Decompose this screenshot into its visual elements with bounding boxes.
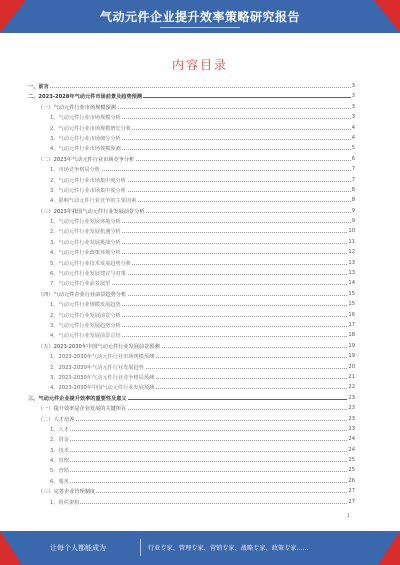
toc-entry-page: 11 [348, 238, 355, 245]
toc-entry-text: 3、技术 [50, 447, 69, 454]
toc-entry-page: 27 [348, 488, 355, 495]
toc-entry-page: 3 [351, 93, 355, 100]
toc-entry[interactable] [28, 415, 355, 425]
toc-entry[interactable] [28, 331, 355, 341]
toc-entry-page: 9 [351, 218, 355, 225]
toc-entry-text: （四）气动元件企业行业前景趋势分析 [38, 291, 127, 298]
toc-entry-page: 14 [348, 280, 355, 287]
toc-entry-text: 4、影响气动元件行业竞争的主要因素 [50, 198, 137, 205]
toc-entry[interactable] [28, 113, 355, 123]
toc-entry-text: （一）气动元件行业市场规模预测 [38, 104, 116, 111]
toc-entry-page: 7 [351, 176, 355, 183]
footer-slogan: 让每个人都能成为 [50, 544, 106, 552]
toc-leader [50, 440, 351, 441]
toc-entry-page: 4 [351, 134, 355, 141]
toc-entry[interactable] [28, 176, 355, 186]
toc-entry-text: 3、气动元件行业市场集中度分析 [50, 187, 126, 194]
toc-entry-page: 3 [351, 83, 355, 89]
toc-entry-page: 23 [348, 425, 355, 432]
report-title: 气动元件企业提升效率策略研究报告 [99, 10, 300, 24]
toc-entry-page: 18 [348, 332, 355, 339]
toc-entry[interactable] [28, 487, 355, 497]
toc-leader [50, 461, 351, 462]
toc-entry-page: 10 [348, 228, 355, 235]
toc-entry-page: 3 [351, 114, 355, 121]
toc-entry-text: 1、组织架构 [50, 499, 80, 506]
toc-entry[interactable] [28, 227, 355, 237]
page-number: 1 [346, 513, 350, 519]
toc-entry[interactable] [28, 498, 355, 508]
toc-entry-page: 21 [348, 373, 355, 380]
toc-entry[interactable] [28, 383, 355, 393]
toc-entry[interactable] [28, 466, 355, 476]
toc-leader [50, 451, 351, 452]
toc-entry[interactable] [28, 259, 355, 269]
toc-entry[interactable] [28, 196, 355, 206]
toc-entry[interactable] [28, 124, 355, 134]
toc-entry-text: 6、气动元件行业发展建议与对策 [50, 271, 126, 278]
toc-entry[interactable] [28, 425, 355, 435]
toc-entry-page: 6 [351, 155, 355, 162]
toc-entry-page: 9 [351, 207, 355, 214]
toc-entry-text: 5、营销 [50, 468, 69, 475]
toc-entry-text: 2、气动元件行业发展机遇分析 [50, 229, 121, 236]
toc-entry[interactable] [28, 103, 355, 113]
toc-entry-text: （五）2023-2030年中国气动元件行业发展前景预测 [38, 343, 160, 350]
toc-entry-text: 6、服务 [50, 478, 69, 485]
toc-entry[interactable] [28, 217, 355, 227]
toc-entry-page: 15 [348, 290, 355, 297]
toc-leader [50, 430, 351, 431]
toc-entry-text: 1、人才 [50, 426, 69, 433]
toc-entry-text: 4、气动元件行业市场规模预测 [50, 146, 121, 153]
toc-entry[interactable] [28, 311, 355, 321]
toc-entry[interactable] [28, 186, 355, 196]
toc-entry-page: 13 [348, 270, 355, 277]
toc-entry-text: 2、气动元件行业发展前景分析 [50, 312, 121, 319]
toc-entry-page: 24 [348, 446, 355, 453]
toc-entry[interactable] [28, 248, 355, 258]
footer-divider [140, 539, 141, 556]
toc-entry-page: 27 [348, 498, 355, 505]
toc-entry-page: 16 [348, 311, 355, 318]
toc-entry[interactable] [28, 144, 355, 154]
toc-entry-text: 3、气动元件行业市场细分分析 [50, 135, 121, 142]
toc-entry-page: 26 [348, 477, 355, 484]
toc-entry[interactable] [28, 155, 355, 165]
toc-entry-page: 23 [348, 394, 355, 401]
toc-entry-text: （三）完善企业管理制度 [38, 489, 96, 496]
toc-entry[interactable] [28, 165, 355, 175]
toc-entry-text: 1、气动元件行业规模发展趋势 [50, 302, 121, 309]
toc-entry[interactable] [28, 404, 355, 414]
toc-leader [50, 471, 351, 472]
toc-entry-page: 3 [351, 103, 355, 110]
toc-entry[interactable] [28, 373, 355, 383]
toc-entry-text: （三）2023年我国气动元件行业发展前景分析 [38, 208, 145, 215]
toc-leader [50, 482, 351, 483]
toc-entry-text: 2、资金 [50, 437, 69, 444]
page-footer [0, 531, 400, 565]
toc-entry-text: 5、气动元件行业技术发展趋势分析 [50, 260, 132, 267]
toc-entry[interactable] [28, 290, 355, 300]
toc-entry-page: 25 [348, 467, 355, 474]
toc-entry-text: 二、2023-2028年气动元件市场前景及趋势预测 [28, 94, 143, 101]
toc-entry-text: 2、气动元件行业市场规模增长分析 [50, 125, 132, 132]
toc-entry-page: 7 [351, 166, 355, 173]
toc-entry[interactable] [28, 363, 355, 373]
toc-leader [50, 503, 351, 504]
toc-entry[interactable] [28, 92, 355, 102]
toc-entry-text: （二）2023年气动元件行业市场竞争分析 [38, 156, 135, 163]
toc-entry[interactable] [28, 238, 355, 248]
table-of-contents [28, 82, 355, 508]
toc-entry-page: 23 [348, 415, 355, 422]
toc-entry-page: 24 [348, 436, 355, 443]
toc-entry-page: 23 [348, 405, 355, 412]
toc-entry-text: 2、2023-2030年气动元件行业发展趋势 [50, 364, 144, 371]
toc-entry[interactable] [28, 300, 355, 310]
toc-entry-page: 5 [351, 145, 355, 152]
page-header [0, 0, 400, 33]
toc-entry-text: 1、气动元件行业发展环境分析 [50, 219, 121, 226]
toc-entry-page: 8 [351, 197, 355, 204]
toc-entry-text: 2、气动元件行业市场集中度分析 [50, 177, 126, 184]
toc-entry-text: 4、气动元件行业政策环境分析 [50, 250, 121, 257]
toc-entry[interactable] [28, 82, 355, 92]
toc-entry[interactable] [28, 207, 355, 217]
toc-entry[interactable] [28, 394, 355, 404]
toc-entry[interactable] [28, 435, 355, 445]
toc-entry-text: 4、2023-2030年中国气动元件行业发展预测 [50, 385, 155, 392]
toc-entry-page: 22 [348, 384, 355, 391]
toc-heading: 内容目录 [171, 58, 228, 72]
toc-entry-text: 7、气动元件行业前景展望 [50, 281, 111, 288]
toc-entry-page: 8 [351, 186, 355, 193]
toc-entry-text: 4、气动元件行业发展前景总结 [50, 333, 121, 340]
toc-entry-text: 4、管理 [50, 458, 69, 465]
toc-entry-text: 1、2023-2030年气动元件行业市场规模预测 [50, 354, 155, 361]
toc-entry[interactable] [28, 352, 355, 362]
header-red-corner-left [0, 0, 26, 33]
toc-entry-text: 3、2023-2030年气动元件行业竞争格局预测 [50, 374, 155, 381]
toc-entry-text: 1、气动元件行业市场规模分析 [50, 115, 121, 122]
footer-red-corner-right [378, 531, 400, 565]
toc-entry-page: 4 [351, 124, 355, 131]
toc-entry-text: 1、市场竞争格局分析 [50, 167, 100, 174]
toc-entry[interactable] [28, 477, 355, 487]
toc-entry-page: 20 [348, 363, 355, 370]
toc-entry-text: 3、气动元件行业发展趋势分析 [50, 322, 121, 329]
footer-red-corner-left [0, 531, 22, 565]
toc-entry-page: 12 [348, 249, 355, 256]
toc-leader [38, 420, 351, 421]
toc-entry-text: （二）人才培养 [38, 416, 75, 423]
toc-entry-text: 3、气动元件行业发展挑战分析 [50, 239, 121, 246]
toc-entry[interactable] [28, 279, 355, 289]
footer-tagline: 行业专家、管理专家、营销专家、战略专家、政策专家…… [148, 545, 309, 552]
title-underline [160, 27, 240, 28]
toc-leader [28, 87, 351, 88]
toc-entry-text: 一、前言 [28, 84, 49, 90]
toc-entry[interactable] [28, 269, 355, 279]
toc-entry-text: 三、气动元件企业提升效率的重要性及意义 [28, 395, 127, 402]
toc-entry[interactable] [28, 456, 355, 466]
toc-entry[interactable] [28, 321, 355, 331]
toc-entry[interactable] [28, 134, 355, 144]
toc-entry-page: 15 [348, 301, 355, 308]
toc-entry-page: 19 [348, 353, 355, 360]
header-red-corner-right [374, 0, 400, 33]
toc-entry-page: 25 [348, 457, 355, 464]
toc-entry[interactable] [28, 446, 355, 456]
toc-entry-page: 19 [348, 342, 355, 349]
toc-entry-text: （一）提升效率是企业发展的关键所在 [38, 406, 127, 413]
toc-entry-page: 13 [348, 259, 355, 266]
toc-entry-page: 17 [348, 321, 355, 328]
toc-entry[interactable] [28, 342, 355, 352]
